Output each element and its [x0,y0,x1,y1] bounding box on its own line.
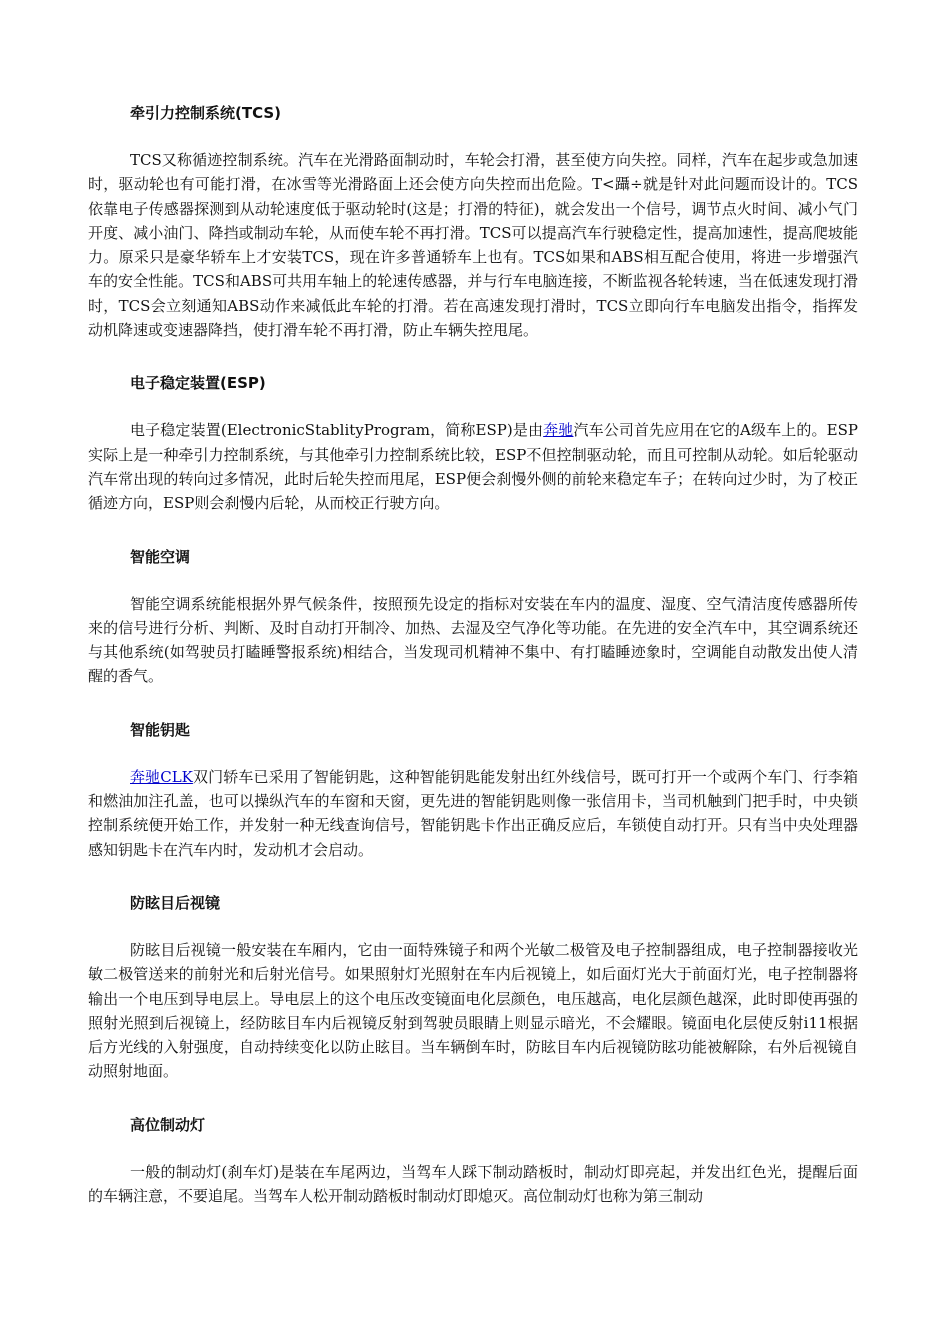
benz-link[interactable]: 奔驰 [543,421,574,440]
section-high-brake-light [88,1112,858,1208]
document-body [88,100,858,1208]
section-paragraph: 防眩目后视镜一般安装在车厢内，它由一面特殊镜子和两个光敏二极管及电子控制器组成，电子控制器接收光敏二极管送来的前射光和后射光信号。如果照射灯光照射在车内后视镜上，如后面灯光大于前面灯光，电子控制器将输出一个电压到导电层上。导电层上的这个电压改变镜面电化层颜色，电压越高，电化层颜色越深，此时即使再强的照射光照到后视镜上，经防眩目车内后视镜反射到驾驶员眼睛上则显示暗光，不会耀眼。镜面电化层使反射i11根据后方光线的入射强度，自动持续变化以防止眩目。当车辆倒车时，防眩目车内后视镜防眩功能被解除，右外后视镜自动照射地面。 [88,940,858,1081]
section-heading: 电子稳定装置(ESP) [130,374,266,393]
paragraph-text: 汽车公司首先应用在它的A级车上的。ESP实际上是一种牵引力控制系统，与其他牵引力控制系统比较，ESP不但控制驱动轮，而且可控制从动轮。如后轮驱动汽车常出现的转向过多情况，此时后轮失控而甩尾，ESP便会刹慢外侧的前轮来稳定车子；在转向过少时，为了校正循迹方向，ESP则会刹慢内后轮，从而校正行驶方向。 [88,421,858,513]
section-heading: 智能钥匙 [130,720,191,739]
section-heading: 防眩目后视镜 [130,893,221,912]
section-heading: 牵引力控制系统(TCS) [130,104,282,122]
section-paragraph: TCS又称循迹控制系统。汽车在光滑路面制动时，车轮会打滑，甚至使方向失控。同样，汽车在起步或急加速时，驱动轮也有可能打滑，在冰雪等光滑路面上还会使方向失控而出危险。T<躡÷就是针对此问题而设计的。TCS依靠电子传感器探测到从动轮速度低于驱动轮时(这是；打滑的特征)，就会发出一个信号，调节点火时间、减小气门开度、减小油门、降挡或制动车轮，从而使车轮不再打滑。TCS可以提高汽车行驶稳定性，提高加速性，提高爬坡能力。原采只是豪华轿车上才安装TCS，现在许多普通轿车上也有。TCS如果和ABS相互配合使用，将进一步增强汽车的安全性能。TCS和ABS可共用车轴上的轮速传感器，并与行车电脑连接，不断监视各轮转速，当在低速发现打滑时，TCS会立刻通知ABS动作来减低此车轮的打滑。若在高速发现打滑时，TCS立即向行车电脑发出指令，指挥发动机降速或变速器降挡，使打滑车轮不再打滑，防止车辆失控甩尾。 [88,151,858,340]
section-paragraph [88,418,858,515]
section-paragraph: 智能空调系统能根据外界气候条件，按照预先设定的指标对安装在车内的温度、湿度、空气清洁度传感器所传来的信号进行分析、判断、及时自动打开制冷、加热、去湿及空气净化等功能。在先进的安全汽车中，其空调系统还与其他系统(如驾驶员打瞌睡警报系统)相结合，当发现司机精神不集中、有打瞌睡迹象时，空调能自动散发出使人清醒的香气。 [88,594,858,686]
section-smart-ac [88,544,858,689]
section-heading: 智能空调 [130,547,191,566]
section-esp [88,370,858,515]
section-tcs [88,100,858,342]
section-paragraph: 一般的制动灯(刹车灯)是装在车尾两边，当驾车人踩下制动踏板时，制动灯即亮起，并发出红色光，提醒后面的车辆注意，不要追尾。当驾车人松开制动踏板时制动灯即熄灭。高位制动灯也称为第三制动 [88,1162,858,1206]
section-anti-glare-mirror [88,890,858,1084]
section-smart-key [88,717,858,862]
paragraph-text: 双门轿车已采用了智能钥匙，这种智能钥匙能发射出红外线信号，既可打开一个或两个车门、行李箱和燃油加注孔盖，也可以操纵汽车的车窗和天窗，更先进的智能钥匙则像一张信用卡，当司机触到门把手时，中央锁控制系统便开始工作，并发射一种无线查询信号，智能钥匙卡作出正确反应后，车锁使自动打开。只有当中央处理器感知钥匙卡在汽车内时，发动机才会启动。 [88,767,858,859]
section-heading: 高位制动灯 [130,1115,206,1134]
benz-clk-link[interactable]: 奔驰CLK [130,767,193,786]
section-paragraph [88,765,858,862]
paragraph-text: 电子稳定装置(ElectronicStablityProgram，简称ESP)是由 [130,421,544,440]
